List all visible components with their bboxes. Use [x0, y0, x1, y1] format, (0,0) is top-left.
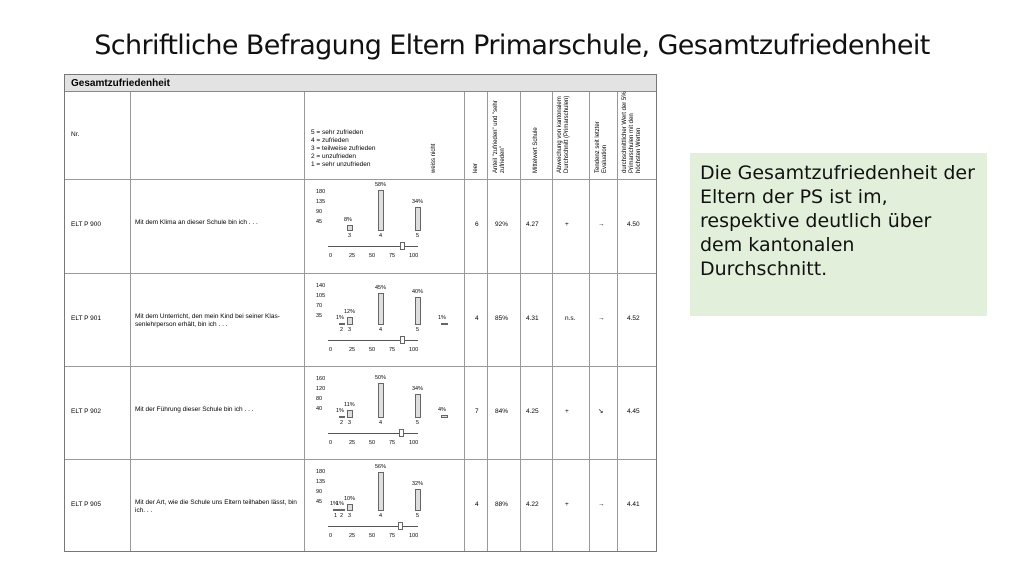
x-category-label: 2: [340, 327, 344, 333]
scale-item: 4 = zufrieden: [311, 137, 349, 144]
chart-bar: [339, 323, 345, 325]
bar-data-label: 1%: [438, 315, 446, 321]
mean-marker: [399, 429, 404, 437]
chart-bar: [339, 509, 345, 511]
row-nr: ELT P 902: [71, 408, 101, 415]
summary-callout: Die Gesamtzufriedenheit der Eltern der PS ist im, respektive deutlich über dem kantonalen Durchschnitt.: [690, 153, 987, 316]
row-mittelwert: 4.31: [526, 315, 539, 322]
chart-bar: [347, 504, 353, 511]
percent-tick-label: 25: [349, 253, 356, 259]
chart-bar: [415, 489, 421, 511]
percent-tick-label: 0: [329, 440, 333, 446]
column-divider: [304, 92, 305, 551]
chart-bar: [347, 317, 353, 325]
x-category-label: 5: [416, 420, 420, 426]
chart-bar: [415, 394, 421, 418]
percent-tick-label: 50: [369, 347, 376, 353]
bar-data-label: 34%: [412, 199, 424, 205]
column-divider: [464, 92, 465, 551]
row-tendenz: →: [598, 501, 605, 508]
row-tendenz: →: [598, 315, 605, 322]
x-category-label: 5: [416, 327, 420, 333]
bar-data-label: 45%: [375, 285, 387, 291]
x-category-label: 2: [340, 513, 344, 519]
mean-marker: [400, 242, 405, 250]
percent-tick-label: 25: [349, 440, 356, 446]
chart-bar: [339, 416, 345, 418]
percent-tick-label: 0: [329, 347, 333, 353]
x-category-label: 3: [348, 513, 352, 519]
y-tick-label: 80: [316, 396, 323, 402]
y-tick-label: 40: [316, 406, 323, 412]
x-category-label: 3: [348, 327, 352, 333]
mean-marker: [400, 336, 405, 344]
row-leer: 4: [475, 501, 479, 508]
header-anteil: [493, 100, 517, 253]
y-tick-label: 120: [316, 386, 326, 392]
header-nr: Nr.: [71, 131, 80, 138]
chart-bar: [441, 323, 448, 325]
mean-marker: [398, 522, 403, 530]
row-leer: 4: [475, 315, 479, 322]
row-divider: [65, 459, 656, 460]
y-tick-label: 135: [316, 199, 326, 205]
y-tick-label: 160: [316, 376, 326, 382]
bar-data-label: 1%: [336, 501, 344, 507]
y-tick-label: 140: [316, 283, 326, 289]
bar-data-label: 12%: [344, 309, 356, 315]
percent-tick-label: 100: [409, 253, 419, 259]
chart-bar: [415, 207, 421, 231]
scale-item: 5 = sehr zufrieden: [311, 129, 364, 136]
header-durchschnitt-text: durchschnittlicher Wert der 5% Primarschulen mit den höchsten Werten: [622, 91, 642, 173]
bar-data-label: 56%: [375, 464, 387, 470]
x-category-label: 3: [348, 420, 352, 426]
row-question: Mit dem Klima an dieser Schule bin ich . . .: [135, 219, 258, 226]
x-category-label: 3: [348, 233, 352, 239]
y-tick-label: 90: [316, 489, 323, 495]
slide-title: Schriftliche Befragung Eltern Primarschule, Gesamtzufriedenheit: [94, 30, 930, 61]
row-nr: ELT P 900: [71, 221, 101, 228]
x-category-label: 5: [416, 513, 420, 519]
chart-bar: [378, 472, 384, 511]
percent-tick-label: 50: [369, 533, 376, 539]
bar-data-label: 50%: [375, 375, 387, 381]
column-divider: [130, 92, 131, 551]
row-anteil: 85%: [495, 315, 509, 322]
scale-item: 2 = unzufrieden: [311, 153, 356, 160]
bar-data-label: 4%: [438, 407, 446, 413]
percent-tick-label: 75: [389, 347, 396, 353]
percent-tick-label: 50: [369, 253, 376, 259]
row-divider: [65, 366, 656, 367]
y-tick-label: 180: [316, 189, 326, 195]
y-tick-label: 35: [316, 313, 323, 319]
row-leer: 7: [475, 408, 479, 415]
row-divider: [65, 179, 656, 180]
row-nr: ELT P 901: [71, 315, 101, 322]
x-category-label: 2: [340, 420, 344, 426]
x-category-label: 4: [379, 233, 383, 239]
row-nr: ELT P 905: [71, 501, 101, 508]
row-top5: 4.52: [627, 315, 640, 322]
bar-data-label: 11%: [344, 402, 355, 408]
scale-item: 3 = teilweise zufrieden: [311, 145, 376, 152]
row-mittelwert: 4.27: [526, 221, 539, 228]
row-anteil: 84%: [495, 408, 509, 415]
y-tick-label: 105: [316, 293, 326, 299]
percent-tick-label: 75: [389, 440, 396, 446]
row-tendenz: →: [598, 221, 605, 228]
chart-bar: [347, 410, 353, 418]
column-divider: [520, 92, 521, 551]
y-tick-label: 135: [316, 479, 326, 485]
bar-data-label: 1%: [336, 315, 344, 321]
header-weiss-nicht: weiss nicht: [431, 143, 437, 173]
chart-bar: [441, 415, 448, 418]
percent-tick-label: 0: [329, 533, 333, 539]
row-leer: 6: [475, 221, 479, 228]
percent-tick-label: 100: [409, 347, 419, 353]
row-tendenz: ↘: [598, 408, 604, 415]
bar-data-label: 8%: [344, 217, 352, 223]
percent-tick-label: 100: [409, 440, 419, 446]
y-tick-label: 45: [316, 219, 323, 225]
header-abweichung-text: Abweichung von kantonalem Durchschnitt (Primarschulen): [557, 95, 570, 173]
bar-data-label: 1%: [330, 501, 338, 507]
percent-tick-label: 50: [369, 440, 376, 446]
column-divider: [487, 92, 488, 551]
row-divider: [65, 273, 656, 274]
row-abweichung: +: [565, 501, 569, 508]
header-tendenz-text: Tendenz seit letzter Evaluation: [595, 121, 608, 173]
bar-data-label: 34%: [412, 386, 424, 392]
column-divider: [589, 92, 590, 551]
column-divider: [617, 92, 618, 551]
scale-item: 1 = sehr unzufrieden: [311, 161, 371, 168]
row-top5: 4.50: [627, 221, 640, 228]
header-leer: leer: [473, 162, 479, 173]
header-mittelwert: Mittelwert Schule: [533, 127, 539, 173]
x-category-label: 4: [379, 513, 383, 519]
chart-bar: [378, 383, 384, 418]
row-abweichung: +: [565, 408, 569, 415]
chart-bar: [415, 297, 421, 325]
row-top5: 4.41: [627, 501, 640, 508]
bar-data-label: 58%: [375, 182, 387, 188]
y-tick-label: 90: [316, 209, 323, 215]
y-tick-label: 180: [316, 469, 326, 475]
mean-scale-axis: [328, 526, 418, 527]
column-divider: [552, 92, 553, 551]
row-abweichung: n.s.: [565, 315, 576, 322]
chart-bar: [378, 293, 384, 325]
row-question: Mit dem Unterricht, den mein Kind bei seiner Klas-senlehrperson erhält, bin ich . . .: [135, 313, 280, 328]
header-scale-legend: [311, 129, 376, 169]
row-mittelwert: 4.22: [526, 501, 539, 508]
row-mittelwert: 4.25: [526, 408, 539, 415]
header-anteil-text: Anteil "zufrieden" und "sehr zufrieden": [493, 100, 506, 173]
bar-data-label: 40%: [412, 289, 424, 295]
row-anteil: 92%: [495, 221, 509, 228]
row-question: Mit der Führung dieser Schule bin ich . . .: [135, 406, 254, 413]
row-top5: 4.45: [627, 408, 640, 415]
percent-tick-label: 100: [409, 533, 419, 539]
row-question: Mit der Art, wie die Schule uns Eltern teilhaben lässt, bin ich. . .: [135, 499, 297, 514]
percent-tick-label: 75: [389, 253, 396, 259]
bar-data-label: 10%: [344, 496, 356, 502]
bar-data-label: 1%: [336, 408, 344, 414]
chart-bar: [378, 190, 384, 231]
y-tick-label: 45: [316, 499, 323, 505]
percent-tick-label: 0: [329, 253, 333, 259]
row-anteil: 88%: [495, 501, 509, 508]
x-category-label: 5: [416, 233, 420, 239]
survey-document: [64, 74, 657, 552]
y-tick-label: 70: [316, 303, 323, 309]
row-abweichung: +: [565, 221, 569, 228]
mean-scale-axis: [328, 433, 418, 434]
chart-bar: [347, 225, 353, 231]
section-title: Gesamtzufriedenheit: [65, 75, 656, 92]
percent-tick-label: 75: [389, 533, 396, 539]
percent-tick-label: 25: [349, 533, 356, 539]
x-category-label: 4: [379, 327, 383, 333]
x-category-label: 4: [379, 420, 383, 426]
bar-data-label: 32%: [412, 481, 424, 487]
percent-tick-label: 25: [349, 347, 356, 353]
x-category-label: 1: [334, 513, 338, 519]
